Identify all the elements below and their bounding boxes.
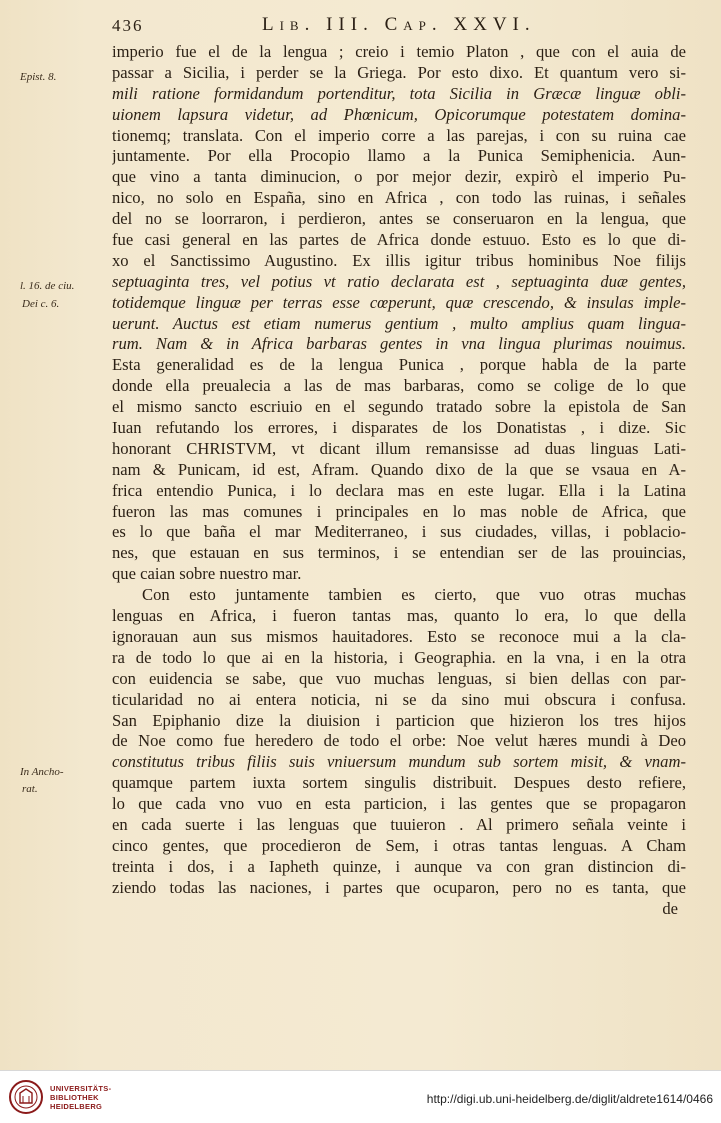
page-header — [104, 14, 704, 42]
text-line: constitutus tribus filiis suis vniuersum mundum sub sortem misit, & vnam- — [112, 752, 686, 772]
text-line: nico, no solo en España, sino en Africa , con todo las ruinas, i señales — [112, 188, 686, 208]
text-line: del no se loorraron, i perdieron, antes se conseruaron en la lengua, que — [112, 209, 686, 229]
text-line: de Noe como fue heredero de todo el orbe: Noe velut hæres mundi à Deo — [112, 731, 686, 751]
margin-note-epist: Epist. 8. — [20, 71, 57, 83]
text-line: San Epiphanio dize la diuision i particion que hizieron los tres hijos — [112, 710, 686, 730]
margin-note-anchorat-2: rat. — [22, 783, 38, 795]
margin-note-dei: Dei c. 6. — [22, 298, 60, 310]
text-line: mili ratione formidandum portenditur, tota Sicilia in Græcæ linguæ obli- — [112, 83, 686, 103]
text-line: tionemq; translata. Con el imperio corre a las parejas, i con su ruina cae — [112, 125, 686, 145]
text-line: el mismo sancto escriuio en el segundo tratado sobre la epistola de San — [112, 397, 686, 417]
margin-note-ciuitate: l. 16. de ciu. — [20, 280, 75, 292]
text-line: con euidencia se sabe, que vuo muchas lenguas, si bien dellas con par- — [112, 668, 686, 688]
running-title: Lib. III. Cap. XXVI. — [262, 14, 536, 35]
text-line: ticularidad no ai entera noticia, ni se da sino mui obscura i confusa. — [112, 689, 686, 709]
source-url[interactable]: http://digi.ub.uni-heidelberg.de/diglit/aldrete1614/0466 — [426, 1092, 713, 1106]
text-line: juntamente. Por ella Procopio llamo a la Punica Semiphenicia. Aun- — [112, 146, 686, 166]
text-line: nam & Punicam, id est, Afram. Quando dixo de la que se vsaua en A- — [112, 459, 686, 479]
text-line: ignorauan aun sus mismos hauitadores. Esto se reconoce mui a la cla- — [112, 626, 686, 646]
margin-note-anchorat: In Ancho- — [20, 766, 64, 778]
text-line: frica entendio Punica, i lo declara mas en este lugar. Ella i la Latina — [112, 480, 686, 500]
text-line: nes, que estauan en sus terminos, i se entendian ser de las prouincias, — [112, 543, 686, 563]
text-line: uionem lapsura videtur, ad Phœnicum, Opicorumque potestatem domina- — [112, 104, 686, 124]
text-line: Iuan refutando los errores, i disparates de los Donatistas , i dize. Sic — [112, 418, 686, 438]
text-line: es lo que baña el mar Mediterraneo, i sus ciudades, villas, i poblacio- — [112, 522, 686, 542]
logo-text: UNIVERSITÄTS- BIBLIOTHEK HEIDELBERG — [50, 1084, 112, 1111]
library-logo[interactable] — [8, 1077, 128, 1117]
text-line: lo que cada vno vuo en esta particion, i las gentes que se propagaron — [112, 794, 686, 814]
text-line: ra de todo lo que ai en la historia, i Geographia. en la vna, i en la otra — [112, 647, 686, 667]
text-line: en cada suerte i las lenguas que tuuieron . Al primero señala veinte i — [112, 814, 686, 834]
text-line: imperio fue el de la lengua ; creio i temio Platon , que con el auia de — [112, 42, 686, 61]
text-line: que caian sobre nuestro mar. — [112, 564, 302, 584]
text-line: cinco gentes, que procedieron de Sem, i otras tantas lenguas. A Cham — [112, 835, 686, 855]
text-line: treinta i dos, i a Iapheth quinze, i aunque va con gran distincion di- — [112, 856, 686, 876]
text-line: quamque partem iuxta sortem singulis distribuit. Despues desto refiere, — [112, 773, 686, 793]
page-number: 436 — [112, 16, 144, 35]
text-line: fueron las mas comunes i principales en lo mas noble de Africa, que — [112, 501, 686, 521]
body-text — [112, 42, 686, 919]
text-line: uerunt. Auctus est etiam numerus gentium , multo amplius quam lingua- — [112, 313, 686, 333]
text-line: honorant CHRISTVM, vt dicant illum remansisse ad duas linguas Lati- — [112, 438, 686, 458]
catchword: de — [662, 898, 678, 918]
text-line: que vino a tanta diminucion, o por mejor dezir, expirò el imperio Pu- — [112, 167, 686, 187]
text-line: Esta generalidad es de la lengua Punica , porque habla de la parte — [112, 355, 686, 375]
text-line: donde ella preualecia a las de mas barbaras, como se colige de lo que — [112, 376, 686, 396]
text-line: ziendo todas las naciones, i partes que ocuparon, pero no es tanta, que — [112, 877, 686, 897]
footer-bar — [0, 1070, 721, 1123]
text-line: fue casi general en las partes de Africa donde estuuo. Esto es lo que di- — [112, 230, 686, 250]
text-line: lenguas en Africa, i fueron tantas mas, quanto lo era, lo que della — [112, 606, 686, 626]
text-line: passar a Sicilia, i perder se la Griega. Por esto dixo. Et quantum vero si- — [112, 62, 686, 82]
text-line: Con esto juntamente tambien es cierto, que vuo otras muchas — [142, 585, 686, 605]
text-line: totidemque linguæ per terras esse cœperunt, quæ crescendo, & insulas imple- — [112, 292, 686, 312]
text-line: septuaginta tres, vel potius vt ratio declarata est , septuaginta duæ gentes, — [112, 271, 686, 291]
seal-icon — [8, 1079, 44, 1115]
text-line: rum. Nam & in Africa barbaras gentes in vna lingua plurimas nouimus. — [112, 334, 686, 354]
text-line: xo el Sanctissimo Augustino. Ex illis igitur tribus hominibus Noe filijs — [112, 250, 686, 270]
